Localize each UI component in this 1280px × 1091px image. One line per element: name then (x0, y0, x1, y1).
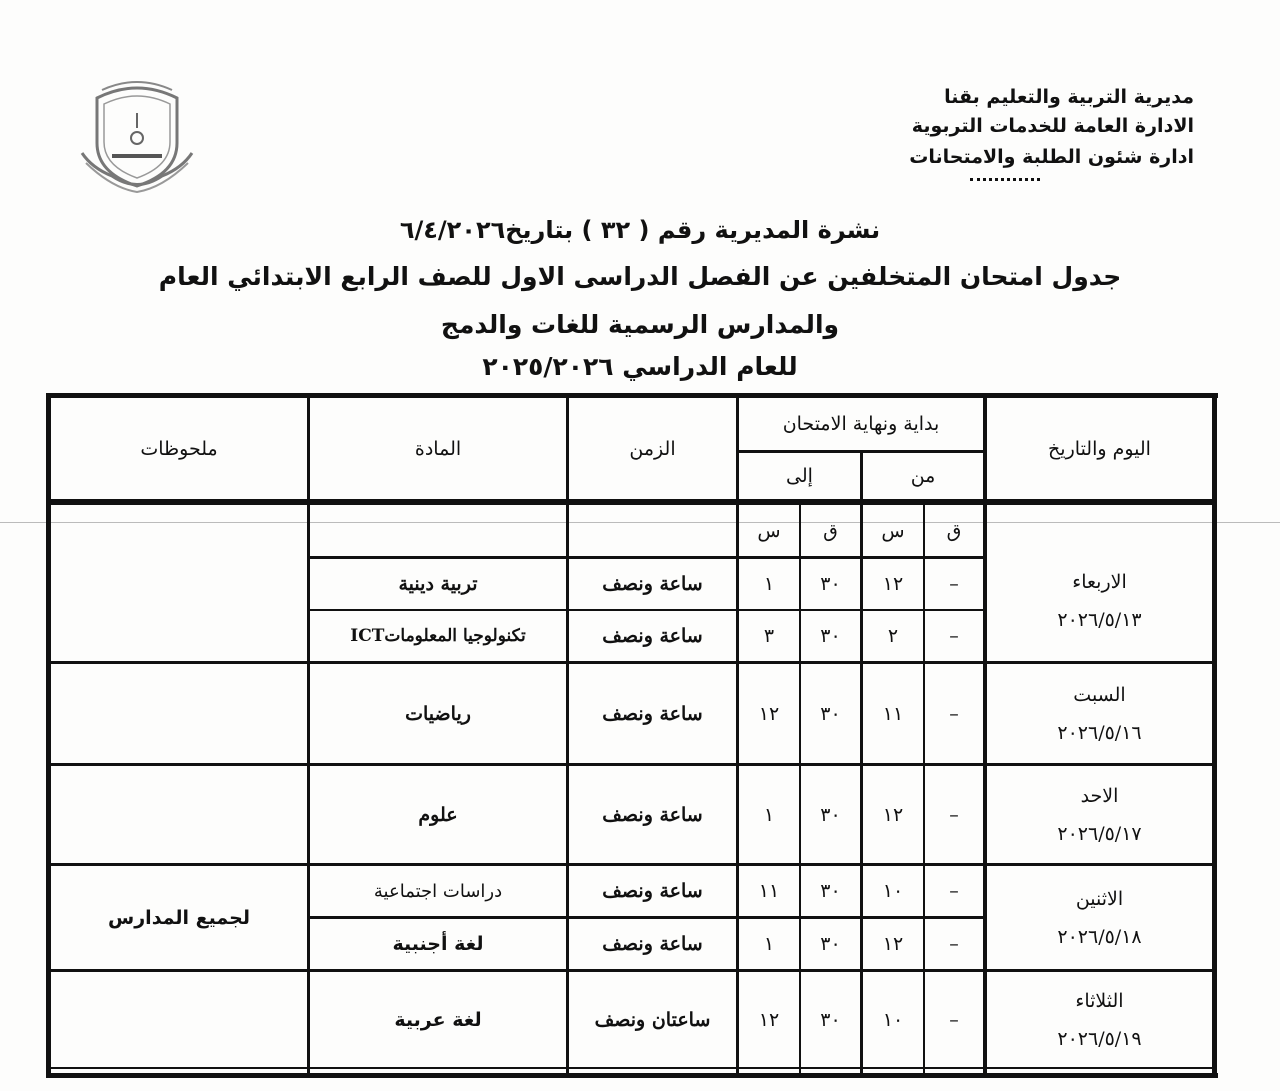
to-minute: ٣٠ (820, 880, 841, 902)
duration: ساعة ونصف (602, 573, 703, 595)
to-hour: ٣ (763, 625, 775, 647)
day-date-cell (987, 866, 1212, 969)
ministry-emblem-icon (72, 68, 202, 198)
from-minute: – (949, 803, 959, 826)
duration: ساعة ونصف (602, 625, 703, 647)
from-minute: – (949, 1008, 959, 1031)
subject: تكنولوجيا المعلوماتICT (350, 626, 526, 646)
duration: ساعتان ونصف (594, 1008, 711, 1031)
day-date-cell (987, 766, 1212, 863)
header-notes: ملحوظات (140, 437, 218, 460)
subject: رياضيات (405, 702, 471, 725)
from-hour: ٢ (887, 625, 899, 647)
duration: ساعة ونصف (602, 702, 703, 725)
org-line-directorate: مديرية التربية والتعليم بقنا (944, 86, 1194, 108)
subject: لغة عربية (394, 1008, 482, 1031)
subject: تربية دينية (398, 573, 478, 595)
from-minute: – (949, 573, 959, 595)
from-minute: – (949, 625, 959, 647)
org-line-general-administration: الادارة العامة للخدمات التربوية (911, 115, 1194, 137)
header-duration: الزمن (629, 437, 676, 460)
day-name: الاحد (1080, 784, 1119, 807)
from-minute: – (949, 933, 959, 955)
header-from: من (910, 465, 936, 487)
day-name: الاربعاء (1072, 570, 1127, 593)
header-start-end: بداية ونهاية الامتحان (782, 413, 940, 435)
day-name: الثلاثاء (1075, 990, 1124, 1012)
to-minute: ٣٠ (820, 625, 841, 647)
table-border-right (1212, 393, 1217, 1078)
bulletin-title: نشرة المديرية رقم ( ٣٢ ) بتاريخ٦/٤/٢٠٢٦ (399, 216, 881, 244)
org-line-exams-department: ادارة شئون الطلبة والامتحانات (909, 146, 1194, 168)
exam-date: ٢٠٢٦/٥/١٩ (1057, 1028, 1142, 1050)
from-minute: – (949, 880, 959, 902)
from-hour: ١٠ (882, 880, 904, 902)
day-name: السبت (1073, 683, 1126, 706)
decorative-dots (970, 178, 1040, 181)
header-subject: المادة (414, 437, 462, 460)
to-minute: ٣٠ (820, 573, 841, 595)
to-hour: ١ (763, 933, 775, 955)
duration: ساعة ونصف (602, 933, 703, 955)
exam-date: ٢٠٢٦/٥/١٦ (1057, 721, 1142, 744)
subject: لغة أجنبية (392, 933, 484, 955)
from-hour: ١٢ (882, 803, 904, 826)
to-hour: ١٢ (758, 702, 780, 725)
from-hour: ١٠ (882, 1008, 904, 1031)
subheader-from-minute: ق (946, 519, 962, 542)
header-day-date: اليوم والتاريخ (1048, 437, 1151, 460)
schedule-title-line3: للعام الدراسي ٢٠٢٥/٢٠٢٦ (482, 352, 798, 381)
from-hour: ١٢ (882, 933, 904, 955)
to-hour: ١ (763, 803, 775, 826)
header-separator (51, 499, 1212, 505)
subheader-from-hour: س (881, 519, 905, 542)
page-fold-line (0, 522, 1280, 523)
schedule-title-line2: والمدارس الرسمية للغات والدمج (440, 310, 840, 339)
exam-date: ٢٠٢٦/٥/١٣ (1057, 608, 1142, 631)
day-date-cell (987, 664, 1212, 763)
from-hour: ١٢ (882, 573, 904, 595)
header-to: إلى (786, 465, 813, 487)
day-date-cell (987, 972, 1212, 1068)
subject: دراسات اجتماعية (373, 880, 503, 902)
to-minute: ٣٠ (820, 1008, 841, 1031)
day-date-cell (987, 540, 1212, 661)
schedule-title-line1: جدول امتحان المتخلفين عن الفصل الدراسى الاول للصف الرابع الابتدائي العام (158, 262, 1122, 291)
exam-date: ٢٠٢٦/٥/١٨ (1057, 925, 1142, 948)
to-hour: ١٢ (758, 1008, 780, 1031)
to-minute: ٣٠ (820, 803, 841, 826)
subheader-to-minute: ق (823, 519, 838, 542)
day-name: الاثنين (1075, 887, 1124, 910)
to-minute: ٣٠ (820, 702, 841, 725)
subheader-to-hour: س (757, 519, 781, 542)
table-border-bottom (46, 1073, 1218, 1078)
duration: ساعة ونصف (602, 803, 703, 826)
to-minute: ٣٠ (820, 933, 841, 955)
exam-date: ٢٠٢٦/٥/١٧ (1057, 822, 1142, 845)
from-hour: ١١ (882, 702, 904, 725)
to-hour: ١١ (758, 880, 780, 902)
duration: ساعة ونصف (602, 880, 703, 902)
notes-cell: لجميع المدارس (108, 906, 250, 929)
subject: علوم (418, 803, 458, 826)
to-hour: ١ (763, 573, 775, 595)
from-minute: – (949, 702, 959, 725)
